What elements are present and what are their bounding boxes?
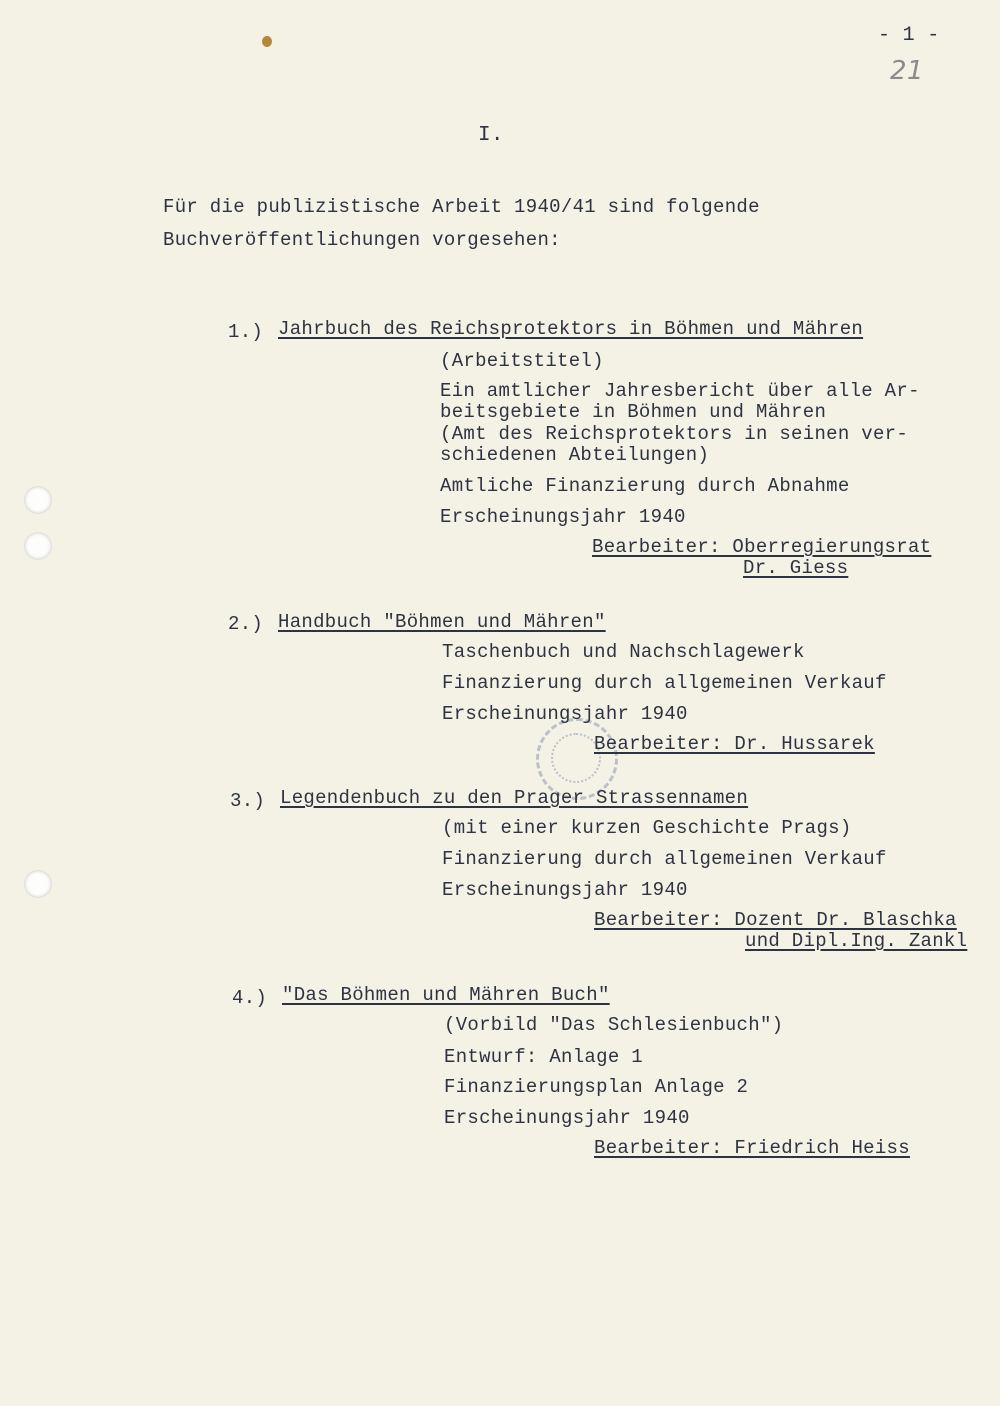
item-line: Erscheinungsjahr 1940: [442, 703, 688, 725]
item-line: schiedenen Abteilungen): [440, 444, 710, 466]
item-line: Finanzierungsplan Anlage 2: [444, 1076, 749, 1098]
item-line: Finanzierung durch allgemeinen Verkauf: [442, 848, 887, 870]
item-line: Erscheinungsjahr 1940: [442, 879, 688, 901]
item-title: Handbuch "Böhmen und Mähren": [278, 611, 606, 633]
stain-spot: [262, 36, 272, 47]
item-number: 1.): [228, 321, 264, 343]
punch-hole: [24, 532, 52, 560]
item-line: Entwurf: Anlage 1: [444, 1046, 643, 1068]
page-number: - 1 -: [878, 24, 940, 47]
item-line: beitsgebiete in Böhmen und Mähren: [440, 401, 827, 423]
item-line: Finanzierung durch allgemeinen Verkauf: [442, 672, 887, 694]
item-line: Amtliche Finanzierung durch Abnahme: [440, 475, 850, 497]
item-line: (mit einer kurzen Geschichte Prags): [442, 817, 852, 839]
item-title: "Das Böhmen und Mähren Buch": [282, 984, 610, 1006]
item-line: Taschenbuch und Nachschlagewerk: [442, 641, 805, 663]
punch-hole: [24, 870, 52, 898]
item-number: 2.): [228, 613, 264, 635]
item-number: 3.): [230, 790, 266, 812]
item-number: 4.): [232, 987, 268, 1009]
item-line: (Arbeitstitel): [440, 350, 604, 372]
item-title: Legendenbuch zu den Prager Strassennamen: [280, 787, 749, 809]
item-title: Jahrbuch des Reichsprotektors in Böhmen und Mähren: [278, 318, 864, 340]
editor-line: Bearbeiter: Dr. Hussarek: [594, 733, 875, 755]
editor-line: Dr. Giess: [743, 557, 849, 579]
item-line: (Amt des Reichsprotektors in seinen ver-: [440, 423, 909, 445]
item-line: (Vorbild "Das Schlesienbuch"): [444, 1014, 784, 1036]
editor-line: Bearbeiter: Dozent Dr. Blaschka: [594, 909, 957, 931]
intro-line: Buchveröffentlichungen vorgesehen:: [163, 229, 561, 251]
editor-line: Bearbeiter: Friedrich Heiss: [594, 1137, 910, 1159]
section-heading: I.: [478, 124, 504, 147]
item-line: Erscheinungsjahr 1940: [444, 1107, 690, 1129]
folio-number: 21: [890, 56, 924, 86]
punch-hole: [24, 486, 52, 514]
item-line: Ein amtlicher Jahresbericht über alle Ar-: [440, 380, 920, 402]
item-line: Erscheinungsjahr 1940: [440, 506, 686, 528]
intro-line: Für die publizistische Arbeit 1940/41 sind folgende: [163, 196, 760, 218]
editor-line: Bearbeiter: Oberregierungsrat: [592, 536, 932, 558]
editor-line: und Dipl.Ing. Zankl: [745, 930, 968, 952]
